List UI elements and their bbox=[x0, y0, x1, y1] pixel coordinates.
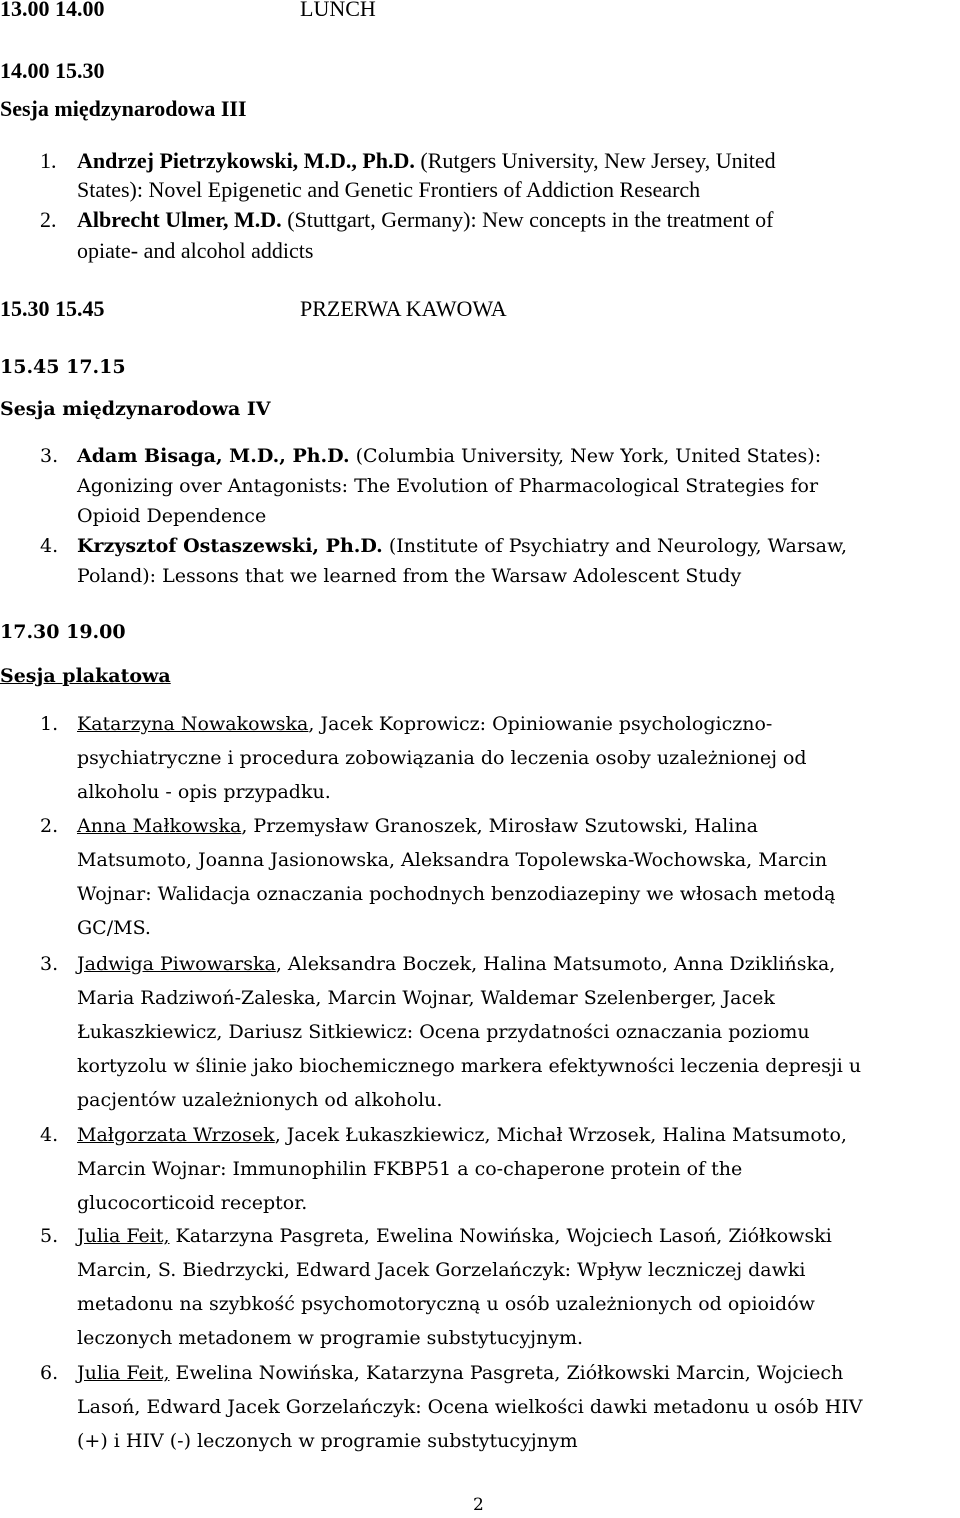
session3-item-line2: States): Novel Epigenetic and Genetic Frontiers of Addiction Research bbox=[77, 177, 701, 202]
item-text: (Columbia University, New York, United States): bbox=[349, 445, 822, 467]
coffee-label: PRZERWA KAWOWA bbox=[300, 296, 507, 321]
session3-item-line2: opiate- and alcohol addicts bbox=[77, 238, 314, 263]
first-author: Małgorzata Wrzosek bbox=[77, 1124, 275, 1146]
first-author: Jadwiga Piwowarska bbox=[77, 953, 276, 975]
session4-item-line2: Poland): Lessons that we learned from the Warsaw Adolescent Study bbox=[77, 565, 742, 587]
page-number: 2 bbox=[473, 1495, 484, 1515]
poster-item-line: (+) i HIV (-) leczonych w programie substytucyjnym bbox=[77, 1430, 578, 1452]
poster-item-line: Marcin, S. Biedrzycki, Edward Jacek Gorzelańczyk: Wpływ leczniczej dawki bbox=[77, 1259, 806, 1281]
poster-item-line: leczonych metadonem w programie substytucyjnym. bbox=[77, 1327, 584, 1349]
poster-item-line: psychiatryczne i procedura zobowiązania do leczenia osoby uzależnionej od bbox=[77, 747, 807, 769]
session4-time: 15.45 17.15 bbox=[0, 356, 126, 378]
item-text: Katarzyna Pasgreta, Ewelina Nowińska, Wojciech Lasoń, Ziółkowski bbox=[169, 1225, 832, 1247]
first-author: Katarzyna Nowakowska bbox=[77, 713, 309, 735]
poster-item-line bbox=[77, 713, 772, 735]
poster-item-line: Łukaszkiewicz, Dariusz Sitkiewicz: Ocena przydatności oznaczania poziomu bbox=[77, 1021, 810, 1043]
item-text: , Jacek Koprowicz: Opiniowanie psychologiczno- bbox=[308, 713, 773, 735]
session3-item-line1 bbox=[77, 207, 773, 233]
session4-item-number: 3. bbox=[40, 445, 59, 467]
poster-time: 17.30 19.00 bbox=[0, 621, 126, 643]
poster-item-number: 1. bbox=[40, 713, 59, 735]
poster-item-number: 2. bbox=[40, 815, 59, 837]
lunch-time: 13.00 14.00 bbox=[0, 0, 105, 21]
poster-item-line: alkoholu - opis przypadku. bbox=[77, 781, 331, 803]
item-text: , Aleksandra Boczek, Halina Matsumoto, Anna Dziklińska, bbox=[275, 953, 836, 975]
item-text: , Jacek Łukaszkiewicz, Michał Wrzosek, Halina Matsumoto, bbox=[274, 1124, 847, 1146]
poster-item-line bbox=[77, 1225, 832, 1247]
first-author: Julia Feit, bbox=[77, 1225, 170, 1247]
item-text: Ewelina Nowińska, Katarzyna Pasgreta, Ziółkowski Marcin, Wojciech bbox=[169, 1362, 844, 1384]
poster-item-line: metadonu na szybkość psychomotoryczną u osób uzależnionych od opioidów bbox=[77, 1293, 815, 1315]
coffee-time: 15.30 15.45 bbox=[0, 296, 105, 321]
author-name: Krzysztof Ostaszewski, Ph.D. bbox=[77, 535, 383, 557]
poster-item-number: 6. bbox=[40, 1362, 59, 1384]
poster-item-line: Matsumoto, Joanna Jasionowska, Aleksandra Topolewska-Wochowska, Marcin bbox=[77, 849, 828, 871]
poster-item-number: 4. bbox=[40, 1124, 59, 1146]
item-text: (Rutgers University, New Jersey, United bbox=[414, 148, 776, 173]
session3-time: 14.00 15.30 bbox=[0, 58, 105, 83]
poster-item-line: pacjentów uzależnionych od alkoholu. bbox=[77, 1089, 443, 1111]
item-text: , Przemysław Granoszek, Mirosław Szutowski, Halina bbox=[241, 815, 758, 837]
poster-item-line: GC/MS. bbox=[77, 917, 151, 939]
session4-item-line3: Opioid Dependence bbox=[77, 505, 267, 527]
session4-item-line1 bbox=[77, 445, 821, 467]
poster-item-line: Marcin Wojnar: Immunophilin FKBP51 a co-chaperone protein of the bbox=[77, 1158, 743, 1180]
item-text: (Stuttgart, Germany): New concepts in the treatment of bbox=[281, 207, 774, 232]
session4-item-number: 4. bbox=[40, 535, 59, 557]
author-name: Albrecht Ulmer, M.D. bbox=[77, 207, 282, 232]
session3-item-number: 1. bbox=[40, 148, 57, 173]
lunch-label: LUNCH bbox=[300, 0, 376, 21]
session4-item-line2: Agonizing over Antagonists: The Evolution of Pharmacological Strategies for bbox=[77, 475, 819, 497]
first-author: Julia Feit, bbox=[77, 1362, 170, 1384]
session3-item-line1 bbox=[77, 148, 776, 174]
poster-item-line: kortyzolu w ślinie jako biochemicznego markera efektywności leczenia depresji u bbox=[77, 1055, 862, 1077]
author-name: Adam Bisaga, M.D., Ph.D. bbox=[77, 445, 350, 467]
poster-item-line: Maria Radziwoń-Zaleska, Marcin Wojnar, Waldemar Szelenberger, Jacek bbox=[77, 987, 775, 1009]
poster-item-line bbox=[77, 1362, 843, 1384]
session4-title: Sesja międzynarodowa IV bbox=[0, 398, 271, 420]
session3-item-number: 2. bbox=[40, 207, 57, 232]
poster-item-number: 5. bbox=[40, 1225, 59, 1247]
poster-item-line bbox=[77, 1124, 847, 1146]
item-text: (Institute of Psychiatry and Neurology, Warsaw, bbox=[382, 535, 848, 557]
poster-title: Sesja plakatowa bbox=[0, 665, 171, 687]
session4-item-line1 bbox=[77, 535, 847, 557]
poster-item-line: Lasoń, Edward Jacek Gorzelańczyk: Ocena wielkości dawki metadonu u osób HIV bbox=[77, 1396, 863, 1418]
poster-item-number: 3. bbox=[40, 953, 59, 975]
poster-item-line bbox=[77, 815, 758, 837]
first-author: Anna Małkowska bbox=[77, 815, 242, 837]
poster-item-line: glucocorticoid receptor. bbox=[77, 1192, 308, 1214]
session3-title: Sesja międzynarodowa III bbox=[0, 96, 247, 121]
poster-item-line bbox=[77, 953, 835, 975]
author-name: Andrzej Pietrzykowski, M.D., Ph.D. bbox=[77, 148, 415, 173]
poster-item-line: Wojnar: Walidacja oznaczania pochodnych benzodiazepiny we włosach metodą bbox=[77, 883, 836, 905]
